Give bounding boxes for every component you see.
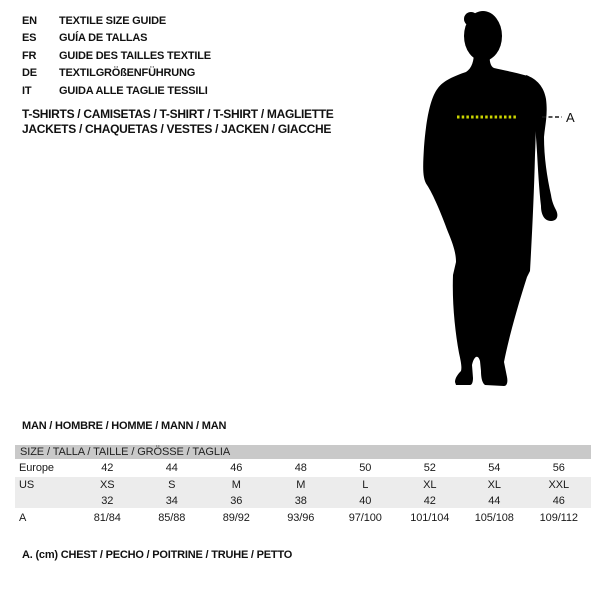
language-label: TEXTILGRÖßENFÜHRUNG: [59, 67, 196, 80]
row-label: Europe: [15, 459, 75, 477]
table-row-us-letter: [15, 477, 591, 493]
size-cell: 105/108: [462, 508, 527, 527]
size-cell: XXL: [527, 477, 592, 493]
garment-categories: [22, 107, 334, 137]
size-cell: 52: [398, 459, 463, 477]
table-header-row: [15, 445, 591, 459]
size-cell: 44: [462, 493, 527, 508]
language-row: [22, 30, 211, 48]
row-label: [15, 493, 75, 508]
size-cell: 32: [75, 493, 140, 508]
size-cell: 38: [269, 493, 334, 508]
size-table: [15, 445, 591, 527]
size-cell: XS: [75, 477, 140, 493]
language-row: [22, 65, 211, 83]
row-label: A: [15, 508, 75, 527]
size-cell: L: [333, 477, 398, 493]
table-row-chest-cm: [15, 508, 591, 527]
size-cell: 42: [398, 493, 463, 508]
size-cell: S: [140, 477, 205, 493]
size-cell: 89/92: [204, 508, 269, 527]
size-cell: 42: [75, 459, 140, 477]
table-row-europe: [15, 459, 591, 477]
language-row: [22, 82, 211, 100]
silhouette-body: [423, 51, 536, 386]
language-row: [22, 12, 211, 30]
language-label: GUÍA DE TALLAS: [59, 32, 148, 45]
size-cell: 36: [204, 493, 269, 508]
size-cell: 54: [462, 459, 527, 477]
size-cell: 48: [269, 459, 334, 477]
size-cell: 109/112: [527, 508, 592, 527]
man-silhouette-figure: [410, 5, 600, 395]
language-code: EN: [22, 14, 37, 27]
size-cell: XL: [398, 477, 463, 493]
size-cell: 50: [333, 459, 398, 477]
size-cell: 44: [140, 459, 205, 477]
size-cell: 81/84: [75, 508, 140, 527]
table-row-us-numeric: [15, 493, 591, 508]
size-cell: 93/96: [269, 508, 334, 527]
language-label: GUIDA ALLE TAGLIE TESSILI: [59, 84, 208, 97]
size-cell: M: [204, 477, 269, 493]
language-code: IT: [22, 84, 32, 97]
language-code: DE: [22, 67, 37, 80]
size-cell: 56: [527, 459, 592, 477]
size-cell: 40: [333, 493, 398, 508]
measure-label-a: A: [566, 110, 575, 125]
size-cell: 46: [204, 459, 269, 477]
measurement-footnote: A. (cm) CHEST / PECHO / POITRINE / TRUHE / PETTO: [22, 549, 293, 561]
size-cell: 85/88: [140, 508, 205, 527]
size-cell: M: [269, 477, 334, 493]
category-line-jackets: JACKETS / CHAQUETAS / VESTES / JACKEN / GIACCHE: [22, 122, 332, 136]
size-cell: 97/100: [333, 508, 398, 527]
language-label: TEXTILE SIZE GUIDE: [59, 14, 167, 27]
language-row: [22, 47, 211, 65]
size-cell: 34: [140, 493, 205, 508]
category-line-tshirts: T-SHIRTS / CAMISETAS / T-SHIRT / T-SHIRT / MAGLIETTE: [22, 107, 334, 121]
language-code: FR: [22, 49, 37, 62]
language-guide-list: [22, 12, 211, 100]
size-cell: XL: [462, 477, 527, 493]
row-label: US: [15, 477, 75, 493]
size-cell: 46: [527, 493, 592, 508]
language-code: ES: [22, 32, 37, 45]
table-header-label: SIZE / TALLA / TAILLE / GRÖSSE / TAGLIA: [15, 445, 591, 459]
man-silhouette: [423, 11, 557, 386]
size-cell: 101/104: [398, 508, 463, 527]
section-title-man: MAN / HOMBRE / HOMME / MANN / MAN: [22, 420, 227, 432]
language-label: GUIDE DES TAILLES TEXTILE: [59, 49, 211, 62]
